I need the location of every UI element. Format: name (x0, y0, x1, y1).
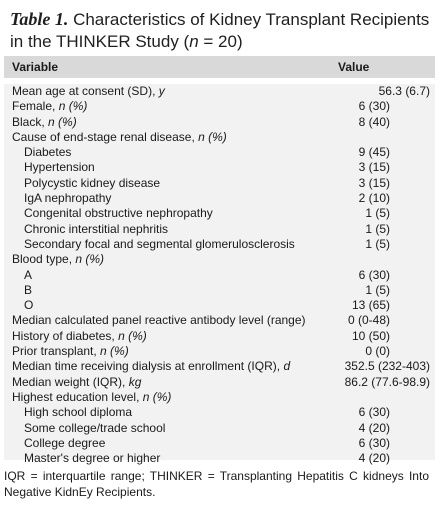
row-value: 86.2 (77.6-98.9) (344, 374, 430, 389)
row-value: 0 (0) (365, 344, 390, 359)
table-row (4, 222, 435, 237)
row-value: 56.3 (6.7) (378, 84, 430, 98)
table-label: Table 1. (10, 9, 69, 29)
row-label: Median time receiving dialysis at enrollment (IQR), d (12, 359, 291, 374)
row-label: Some college/trade school (24, 420, 166, 435)
table-row (4, 206, 435, 221)
table-body (4, 84, 435, 466)
table-row (4, 84, 435, 99)
row-value: 4 (20) (358, 420, 390, 435)
footnote-text: IQR = interquartile range; THINKER = Transplanting Hepatitis C kidneys Into Negative KidnEy Recipients. (4, 469, 429, 499)
row-label: Median weight (IQR), kg (12, 374, 142, 389)
row-label: Mean age at consent (SD), y (12, 84, 165, 98)
table-row (4, 329, 435, 344)
row-value: 6 (30) (358, 435, 390, 450)
row-label: Congenital obstructive nephropathy (24, 206, 213, 221)
row-value: 0 (0-48) (347, 313, 390, 328)
row-value: 13 (65) (351, 298, 390, 313)
row-label: IgA nephropathy (24, 191, 112, 206)
table-header (4, 56, 435, 78)
table-caption (10, 8, 435, 53)
table-row (4, 130, 435, 145)
table-row (4, 283, 435, 298)
row-label: Highest education level, n (%) (12, 389, 172, 404)
row-label: Blood type, n (%) (12, 252, 105, 267)
row-value: 8 (40) (358, 114, 390, 129)
row-value: 1 (5) (365, 282, 390, 297)
table-row (4, 191, 435, 206)
row-value: 6 (30) (358, 405, 390, 420)
row-label: High school diploma (24, 405, 133, 420)
table-row (4, 237, 435, 252)
row-value: 2 (10) (358, 191, 390, 206)
characteristics-table (4, 56, 435, 466)
row-label: Hypertension (24, 160, 95, 175)
row-label: O (24, 298, 34, 313)
table-row (4, 405, 435, 420)
table-title: Characteristics of Kidney Transplant Recipients in the THINKER Study (n = 20) (10, 10, 430, 51)
row-label: Median calculated panel reactive antibody level (range) (12, 313, 306, 328)
table-row (4, 436, 435, 451)
table-row (4, 359, 435, 374)
table-row (4, 375, 435, 390)
table-row (4, 421, 435, 436)
table-row (4, 390, 435, 405)
table-row (4, 99, 435, 114)
table-row (4, 313, 435, 328)
row-value: 6 (30) (358, 267, 390, 282)
header-variable: Variable (12, 60, 59, 74)
table-row (4, 160, 435, 175)
row-label: Black, n (%) (12, 114, 77, 129)
header-value: Value (338, 60, 370, 74)
row-value: 9 (45) (358, 145, 390, 160)
row-value: 3 (15) (358, 160, 390, 175)
row-label: Female, n (%) (12, 99, 88, 114)
row-label: College degree (24, 435, 106, 450)
row-value: 1 (5) (365, 236, 390, 251)
row-value: 352.5 (232-403) (344, 359, 430, 374)
row-value: 1 (5) (365, 206, 390, 221)
row-label: Master's degree or higher (24, 451, 161, 466)
row-label: Polycystic kidney disease (24, 175, 161, 190)
row-value: 3 (15) (358, 175, 390, 190)
row-label: Diabetes (24, 145, 72, 160)
row-label: Secondary focal and segmental glomerulosclerosis (24, 236, 295, 251)
table-row (4, 115, 435, 130)
table-row (4, 252, 435, 267)
row-label: Chronic interstitial nephritis (24, 221, 169, 236)
row-label: B (24, 282, 33, 297)
table-row (4, 451, 435, 466)
table-row (4, 268, 435, 283)
row-value: 1 (5) (365, 221, 390, 236)
table-footnote (0, 468, 431, 513)
row-label: Prior transplant, n (%) (12, 344, 129, 359)
row-label: Cause of end-stage renal disease, n (%) (12, 129, 227, 144)
table-row (4, 176, 435, 191)
row-value: 10 (50) (351, 328, 390, 343)
row-value: 6 (30) (358, 99, 390, 114)
table-row (4, 344, 435, 359)
row-label: History of diabetes, n (%) (12, 328, 147, 343)
row-label: A (24, 267, 33, 282)
table-row (4, 298, 435, 313)
table-row (4, 145, 435, 160)
row-value: 4 (20) (358, 451, 390, 466)
